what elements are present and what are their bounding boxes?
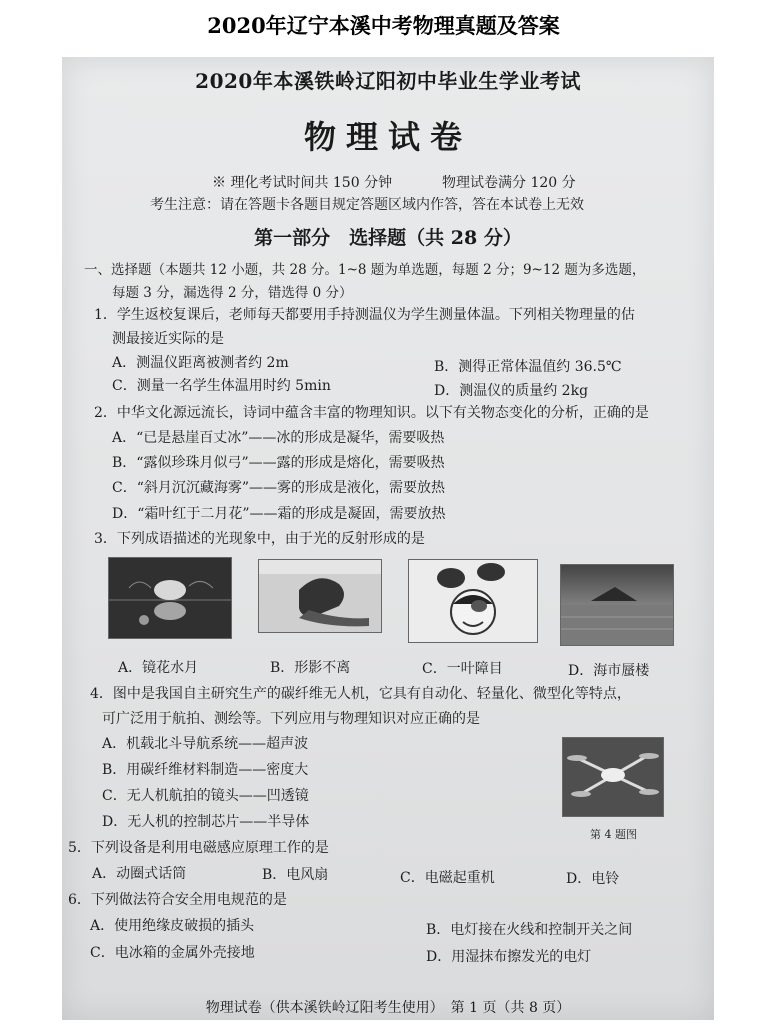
q1-option-a: A．测温仪距离被测者约 2m <box>112 355 289 371</box>
q2-option-d: D．“霜叶红于二月花”——霜的形成是凝固，需要放热 <box>112 506 446 522</box>
instructions-line2: 每题 3 分，漏选得 2 分，错选得 0 分） <box>112 285 353 301</box>
q6-option-d: D．用湿抹布擦发光的电灯 <box>426 949 592 965</box>
q4-option-a: A．机载北斗导航系统——超声波 <box>102 736 309 752</box>
exam-paper-photo <box>62 57 714 1020</box>
q2-option-b: B．“露似珍珠月似弓”——露的形成是熔化，需要吸热 <box>112 455 445 471</box>
q6-option-c: C．电冰箱的金属外壳接地 <box>90 945 255 961</box>
q2-option-c: C．“斜月沉沉藏海雾”——雾的形成是液化，需要放热 <box>112 480 446 496</box>
q4-option-c: C．无人机航拍的镜头——凹透镜 <box>102 788 309 804</box>
time-note: ※ 理化考试时间共 150 分钟 <box>212 175 393 191</box>
q2-stem: 2．中华文化源远流长，诗词中蕴含丰富的物理知识。以下有关物态变化的分析，正确的是 <box>94 405 649 421</box>
q3-image-a <box>108 557 232 639</box>
q4-option-d: D．无人机的控制芯片——半导体 <box>102 814 310 830</box>
q3-stem: 3．下列成语描述的光现象中，由于光的反射形成的是 <box>94 531 425 547</box>
q5-option-a: A．动圈式话筒 <box>92 866 187 882</box>
q3-option-a: A．镜花水月 <box>118 660 199 676</box>
instructions-line1: 一、选择题（本题共 12 小题，共 28 分。1~8 题为单选题，每题 2 分；9~12 题为多选题， <box>84 262 646 278</box>
q5-option-b: B．电风扇 <box>262 867 329 883</box>
q4-drone-image <box>562 737 664 817</box>
q3-option-d: D．海市蜃楼 <box>568 663 650 679</box>
score-note: 物理试卷满分 120 分 <box>442 175 576 191</box>
q6-option-a: A．使用绝缘皮破损的插头 <box>90 918 255 934</box>
notice: 考生注意：请在答题卡各题目规定答题区域内作答，答在本试卷上无效 <box>150 197 584 213</box>
q1-option-c: C．测量一名学生体温用时约 5min <box>112 378 331 394</box>
q5-option-c: C．电磁起重机 <box>400 870 495 886</box>
q3-option-b: B．形影不离 <box>270 660 351 676</box>
q6-option-b: B．电灯接在火线和控制开关之间 <box>426 922 633 938</box>
q1-option-b: B．测得正常体温值约 36.5℃ <box>434 359 622 375</box>
q1-option-d: D．测温仪的质量约 2kg <box>434 383 589 399</box>
q4-option-b: B．用碳纤维材料制造——密度大 <box>102 762 309 778</box>
q4-stem-line1: 4．图中是我国自主研究生产的碳纤维无人机，它具有自动化、轻量化、微型化等特点， <box>90 686 631 702</box>
q3-image-b <box>258 559 382 633</box>
q4-figure-caption: 第 4 题图 <box>590 828 637 841</box>
exam-title: 2020年本溪铁岭辽阳初中毕业生学业考试 <box>195 69 581 93</box>
page-header: 2020年辽宁本溪中考物理真题及答案 <box>207 13 560 38</box>
q5-option-d: D．电铃 <box>566 871 620 887</box>
page-footer: 物理试卷（供本溪铁岭辽阳考生使用） 第 1 页（共 8 页） <box>205 1000 571 1016</box>
subject-title: 物理试卷 <box>303 118 472 156</box>
q3-image-d <box>560 564 674 646</box>
q6-stem: 6．下列做法符合安全用电规范的是 <box>68 892 287 908</box>
q1-stem-line1: 1．学生返校复课后，老师每天都要用手持测温仪为学生测量体温。下列相关物理量的估 <box>94 307 635 323</box>
section-title: 第一部分 选择题（共 28 分） <box>254 227 522 249</box>
q4-stem-line2: 可广泛用于航拍、测绘等。下列应用与物理知识对应正确的是 <box>102 711 480 727</box>
q5-stem: 5．下列设备是利用电磁感应原理工作的是 <box>68 840 329 856</box>
q1-stem-line2: 测最接近实际的是 <box>112 331 224 347</box>
q2-option-a: A．“已是悬崖百丈冰”——冰的形成是凝华，需要吸热 <box>112 430 445 446</box>
q3-image-c <box>408 559 538 643</box>
q3-option-c: C．一叶障目 <box>422 661 503 677</box>
